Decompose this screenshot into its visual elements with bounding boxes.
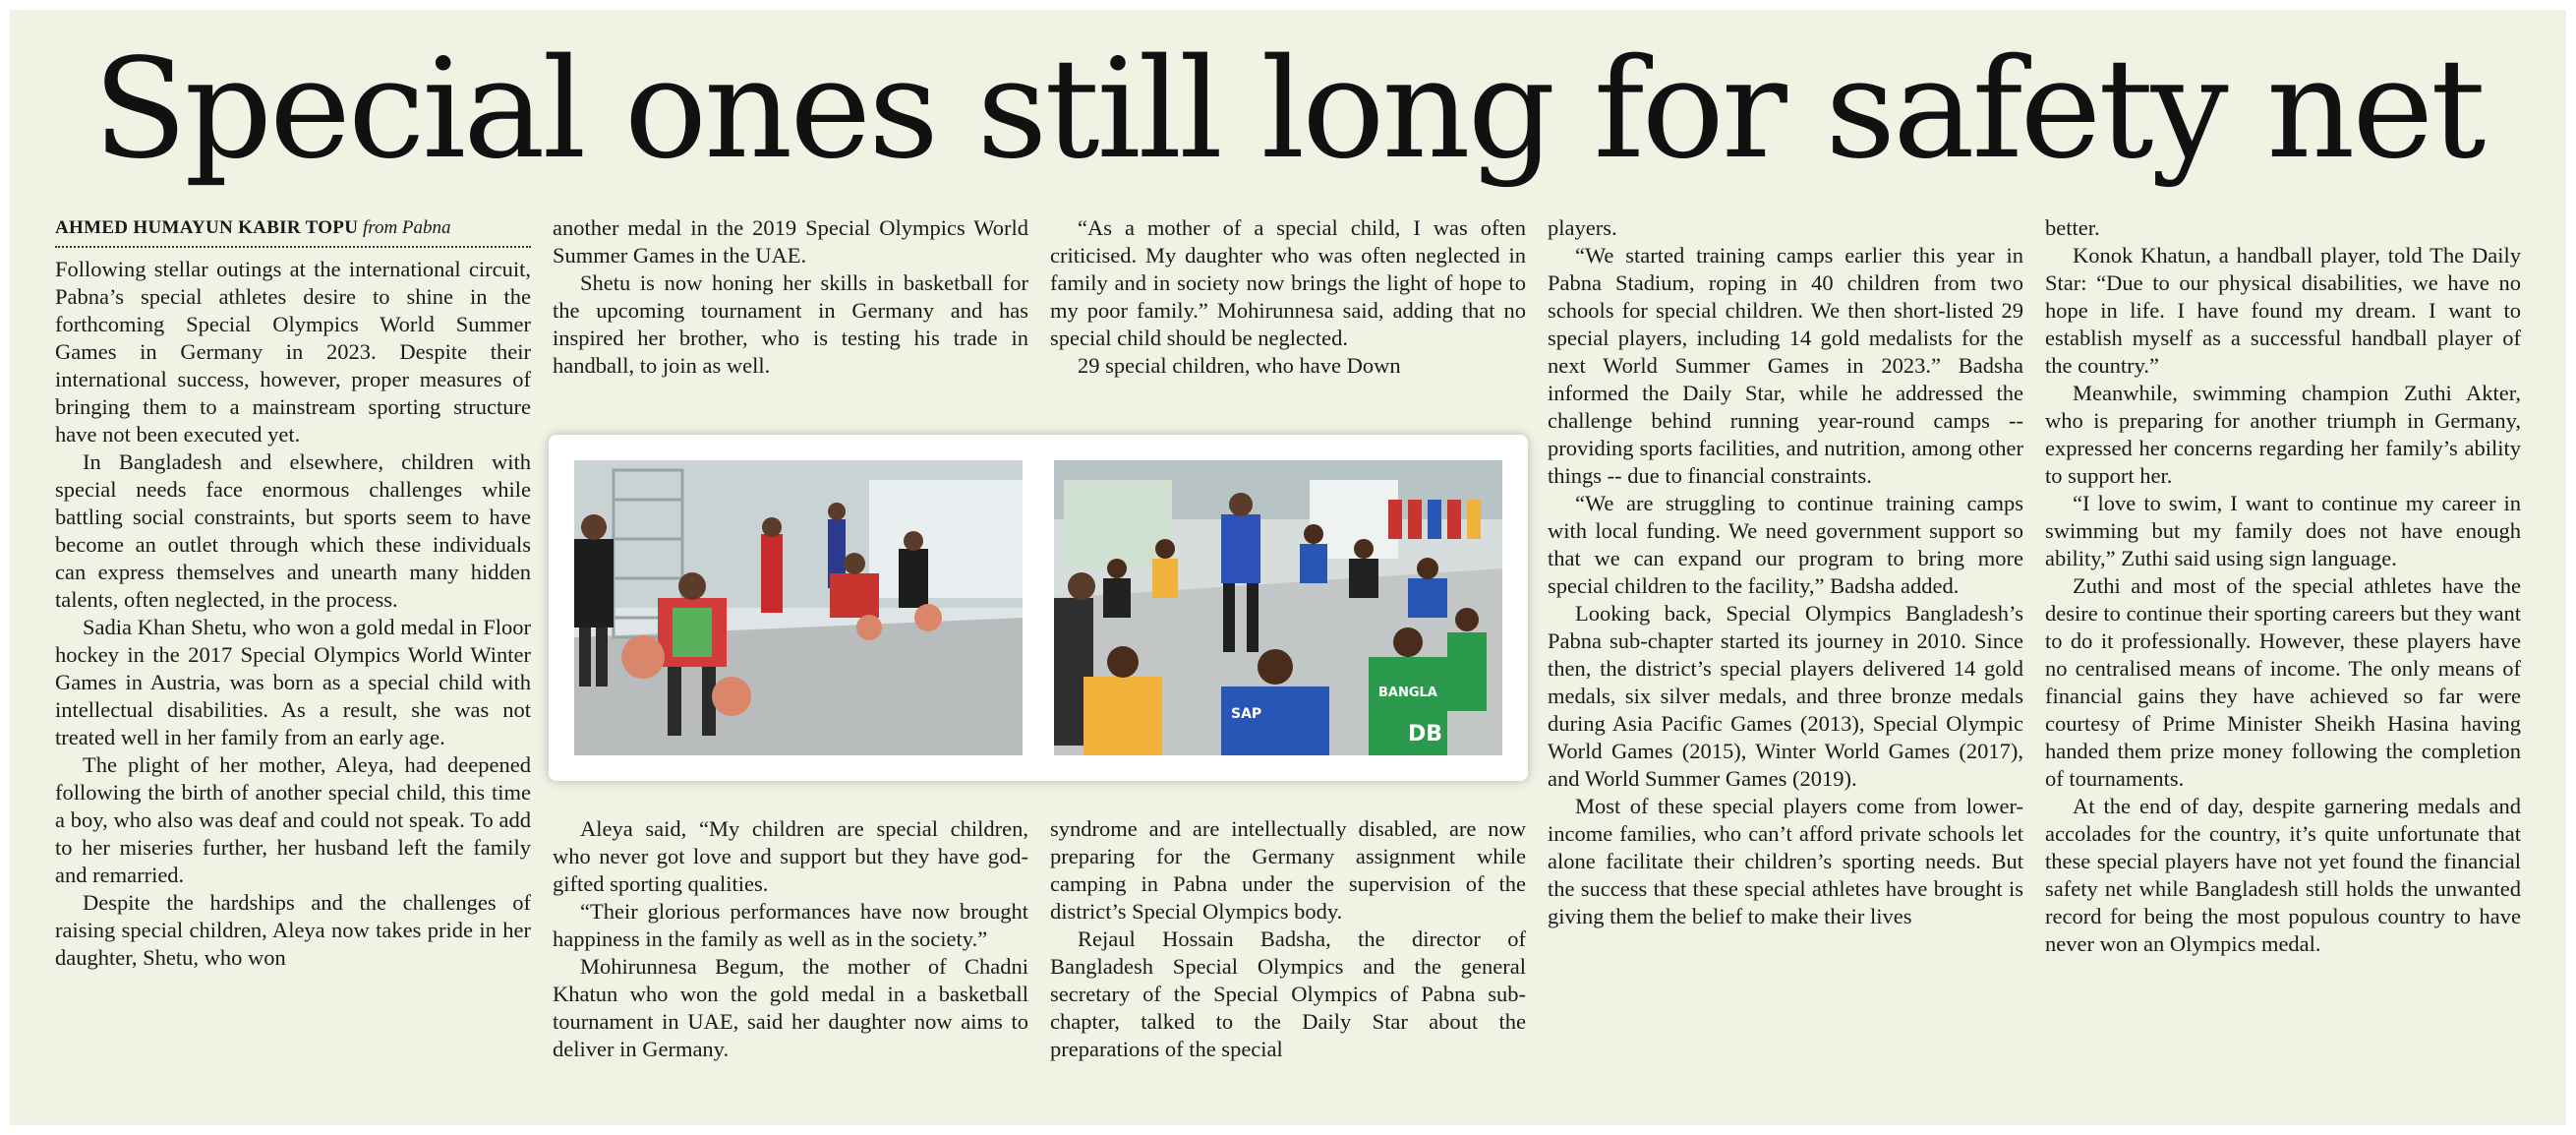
paragraph: better.	[2045, 215, 2100, 240]
paragraph: Mohirunnesa Begum, the mother of Chadni Khatun who won the gold medal in a basketball tournament in UAE, said her daughter now aims to deliver in Germany.	[553, 954, 1028, 1061]
paragraph: Rejaul Hossain Badsha, the director of Bangladesh Special Olympics and the general secretary of the Special Olympics of Pabna sub-chapter, talked to the Daily Star about the preparations of the special	[1050, 926, 1526, 1061]
paragraph: 29 special children, who have Down	[1078, 353, 1401, 378]
paragraph: Sadia Khan Shetu, who won a gold medal in Floor hockey in the 2017 Special Olympics World Winter Games in Austria, was born as a special child with intellectual disabilities. As a result, she was not treated well in her family from an early age.	[55, 615, 531, 749]
paragraph: Zuthi and most of the special athletes have the desire to continue their sporting careers but they want to do it professionally. However, these players have no centralised means of income. The only means of financial gains they have achieved so far were courtesy of Prime Minister Sheikh Hasina having handed them prize money following the completion of tournaments.	[2045, 573, 2521, 791]
paragraph: players.	[1548, 215, 1617, 240]
photo-basketball-training	[574, 460, 1023, 755]
column-3-bottom	[1050, 815, 1526, 1063]
paragraph: Konok Khatun, a handball player, told The Daily Star: “Due to our physical disabilities, we have no hope in life. I have found my dream. I want to establish myself as a successful handball player of the country.”	[2045, 243, 2521, 378]
paragraph: syndrome and are intellectually disabled, are now preparing for the Germany assignment while camping in Pabna under the supervision of the district’s Special Olympics body.	[1050, 816, 1526, 924]
jersey-number-text: DB	[1408, 722, 1443, 747]
byline-location: from Pabna	[362, 217, 451, 238]
photo-frame	[549, 435, 1528, 781]
newspaper-page	[10, 10, 2566, 1125]
paragraph: Meanwhile, swimming champion Zuthi Akter, who is preparing for another triumph in Germany, expressed her concerns regarding her family’s ability to support her.	[2045, 381, 2521, 488]
paragraph: another medal in the 2019 Special Olympics World Summer Games in the UAE.	[553, 215, 1028, 268]
basketball-photo-illustration	[574, 460, 1023, 755]
paragraph: “Their glorious performances have now brought happiness in the family as well as in the society.”	[553, 899, 1028, 951]
paragraph: Shetu is now honing her skills in basketball for the upcoming tournament in Germany and has inspired her brother, who is testing his trade in handball, to join as well.	[553, 270, 1028, 378]
column-1	[55, 214, 531, 972]
paragraph: Following stellar outings at the international circuit, Pabna’s special athletes desire to shine in the forthcoming Special Olympics World Summer Games in Germany in 2023. Despite their international success, however, proper measures of bringing them to a mainstream sporting structure have not been executed yet.	[55, 257, 531, 447]
jersey-text-bangla: BANGLA	[1378, 686, 1437, 700]
photo-handball-circle	[1054, 460, 1502, 755]
jersey-text-sap: SAP	[1231, 706, 1262, 722]
paragraph: Despite the hardships and the challenges of raising special children, Aleya now takes pride in her daughter, Shetu, who won	[55, 890, 531, 970]
byline	[55, 214, 531, 248]
column-5	[2045, 214, 2521, 958]
paragraph: In Bangladesh and elsewhere, children with special needs face enormous challenges while battling social constraints, but sports seem to have become an outlet through which these individuals can express themselves and unearth many hidden talents, often neglected, in the process.	[55, 449, 531, 612]
paragraph: The plight of her mother, Aleya, had deepened following the birth of another special child, this time a boy, who also was deaf and could not speak. To add to her miseries further, her husband left the family and remarried.	[55, 752, 531, 887]
byline-author: AHMED HUMAYUN KABIR TOPU	[55, 217, 359, 238]
column-3-top	[1050, 214, 1526, 380]
column-2-top	[553, 214, 1028, 380]
headline: Special ones still long for safety net	[92, 30, 2484, 190]
column-2-bottom	[553, 815, 1028, 1063]
paragraph: Looking back, Special Olympics Bangladesh’s Pabna sub-chapter started its journey in 2010. Since then, the district’s special players delivered 14 gold medals, six silver medals, and three bronze medals during Asia Pacific Games (2013), Special Olympic World Games (2015), Winter World Games (2017), and World Summer Games (2019).	[1548, 601, 2023, 791]
paragraph: “We started training camps earlier this year in Pabna Stadium, roping in 40 children from two schools for special children. We then short-listed 29 special players, including 14 gold medalists for the next World Summer Games in 2023.” Badsha informed the Daily Star, while he addressed the challenge behind running year-round camps -- providing sports facilities, and nutrition, among other things -- due to financial constraints.	[1548, 243, 2023, 488]
paragraph: At the end of day, despite garnering medals and accolades for the country, it’s quite unfortunate that these special players have not yet found the financial safety net while Bangladesh still holds the unwanted record for being the most populous country to have never won an Olympics medal.	[2045, 794, 2521, 956]
paragraph: “I love to swim, I want to continue my career in swimming but my family does not have enough ability,” Zuthi said using sign language.	[2045, 491, 2521, 570]
column-4	[1548, 214, 2023, 930]
handball-photo-illustration	[1054, 460, 1502, 755]
paragraph: Aleya said, “My children are special children, who never got love and support but they have god-gifted sporting qualities.	[553, 816, 1028, 896]
paragraph: “As a mother of a special child, I was often criticised. My daughter who was often neglected in family and in society now brings the light of hope to my poor family.” Mohirunnesa said, adding that no special child should be neglected.	[1050, 215, 1526, 350]
paragraph: Most of these special players come from lower-income families, who can’t afford private schools let alone facilitate their children’s sporting needs. But the success that these special athletes have brought is giving them the belief to make their lives	[1548, 794, 2023, 928]
paragraph: “We are struggling to continue training camps with local funding. We need government support so that we can expand our program to bring more special children to the facility,” Badsha added.	[1548, 491, 2023, 598]
